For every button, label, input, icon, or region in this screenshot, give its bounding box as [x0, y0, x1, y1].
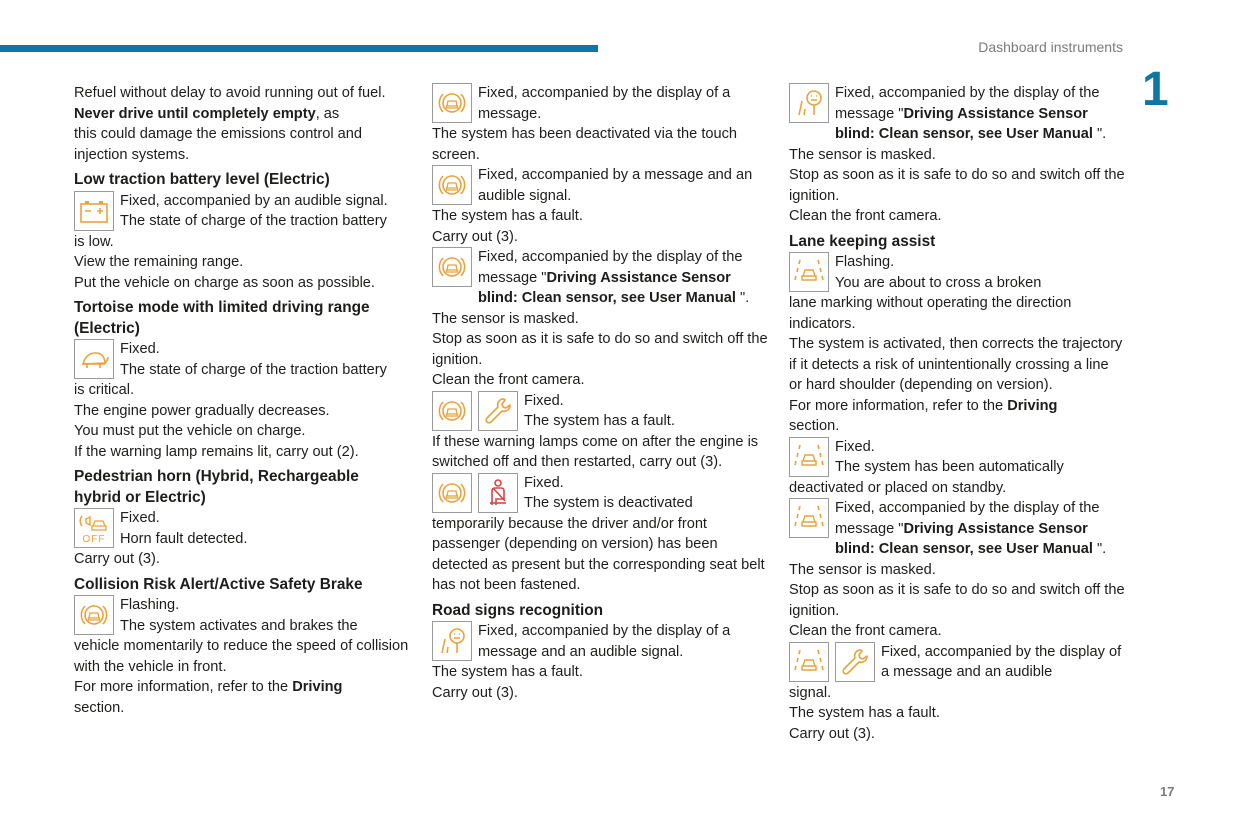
- collision-heading: Collision Risk Alert/Active Safety Brake: [74, 575, 363, 593]
- column-1: [74, 83, 410, 718]
- section-title: Dashboard instruments: [978, 39, 1123, 55]
- collision-wrench-block: [432, 391, 768, 432]
- lane-standby-block: [789, 437, 1125, 478]
- collision-alert-icon: [432, 391, 472, 431]
- collision-text-4: For more information, refer to the Driving: [74, 679, 343, 695]
- page-number: 17: [1160, 784, 1175, 799]
- collision-alert-icon: [432, 83, 472, 123]
- battery-text-1: Fixed, accompanied by an audible signal.: [120, 192, 388, 209]
- tortoise-warning-block: [74, 339, 410, 380]
- lane-text-2: You are about to cross a broken: [835, 274, 1042, 291]
- c3b3-text-2: The sensor is masked.: [789, 561, 936, 578]
- collision-alert-icon: [432, 473, 472, 513]
- fuel-text-3: this could damage the emissions control and injection systems.: [74, 126, 362, 163]
- collision-text-3: vehicle momentarily to reduce the speed of collision with the vehicle in front.: [74, 638, 409, 675]
- c2b3-text-3: Stop as soon as it is safe to do so and switch off the ignition.: [432, 331, 768, 368]
- c3b4-text-1: Fixed, accompanied by the display of a message and an audible: [881, 643, 1122, 680]
- tortoise-icon: [74, 339, 114, 379]
- c2b4-text-1: Fixed.: [524, 392, 564, 409]
- roadsigns-heading: Road signs recognition: [432, 601, 604, 619]
- c3b1-text-2: The sensor is masked.: [789, 146, 936, 163]
- column-3: [789, 83, 1125, 744]
- c3b2-text-2: The system has been automatically: [835, 459, 1064, 475]
- roadsigns-text-1: Fixed, accompanied by the display of a message and an audible signal.: [478, 623, 731, 660]
- c2b2-text-2: The system has a fault.: [432, 208, 583, 224]
- battery-text-3: is low.: [74, 233, 114, 250]
- collision-text-2: The system activates and brakes the: [120, 617, 358, 634]
- lane-text-3: lane marking without operating the direction indicators.: [789, 295, 1072, 332]
- wrench-icon: [478, 391, 518, 431]
- collision-warning-block: [74, 595, 410, 636]
- lane-text-5: For more information, refer to the Driving: [789, 397, 1058, 414]
- horn-warning-block: [74, 508, 410, 549]
- collision-deactivated-block: [432, 83, 768, 124]
- collision-alert-icon: [432, 247, 472, 287]
- lane-keeping-icon: [789, 498, 829, 538]
- lane-keeping-icon: [789, 642, 829, 682]
- horn-text-3: Carry out (3).: [74, 551, 160, 567]
- tortoise-text-3: is critical.: [74, 382, 134, 398]
- horn-off-label: OFF: [82, 533, 106, 545]
- collision-seatbelt-block: [432, 473, 768, 514]
- battery-text-5: Put the vehicle on charge as soon as possible.: [74, 274, 375, 291]
- c2b2-text-3: Carry out (3).: [432, 228, 518, 245]
- roadsign-sensor-block: [789, 83, 1125, 145]
- horn-text-1: Fixed.: [120, 510, 160, 526]
- c2b4-text-3: If these warning lamps come on after the engine is switched off and then restarted, carry out (3).: [432, 433, 759, 470]
- c3b4-text-2: signal.: [789, 684, 832, 701]
- battery-icon: [74, 191, 114, 231]
- seatbelt-icon: [478, 473, 518, 513]
- lane-heading: Lane keeping assist: [789, 232, 936, 250]
- battery-text-2: The state of charge of the traction battery: [120, 213, 387, 229]
- collision-fault-block: [432, 165, 768, 206]
- column-2: [432, 83, 768, 703]
- c3b4-text-3: The system has a fault.: [789, 705, 940, 721]
- c2b3-text-1: Fixed, accompanied by the display of the message "Driving Assistance Sensor blind: Clean sensor, see User Manual ".: [478, 249, 750, 306]
- collision-alert-icon: [74, 595, 114, 635]
- c2b4-text-2: The system has a fault.: [524, 413, 675, 429]
- c3b3-text-4: Clean the front camera.: [789, 623, 942, 639]
- c3b1-text-1: Fixed, accompanied by the display of the message "Driving Assistance Sensor blind: Clean sensor, see User Manual ".: [835, 85, 1107, 142]
- fuel-text-1: Refuel without delay to avoid running out of fuel.: [74, 85, 386, 101]
- c2b5-text-1: Fixed.: [524, 474, 564, 491]
- c3b4-text-4: Carry out (3).: [789, 725, 875, 742]
- c3b1-text-3: Stop as soon as it is safe to do so and switch off the ignition.: [789, 167, 1125, 204]
- horn-text-2: Horn fault detected.: [120, 530, 248, 547]
- lane-sensor-block: [789, 498, 1125, 560]
- tortoise-text-5: You must put the vehicle on charge.: [74, 423, 306, 439]
- collision-text-5: section.: [74, 699, 125, 716]
- lane-flashing-block: [789, 252, 1125, 293]
- c3b2-text-3: deactivated or placed on standby.: [789, 479, 1007, 496]
- fuel-text-2: Never drive until completely empty, as: [74, 105, 340, 122]
- roadsigns-text-2: The system has a fault.: [432, 664, 583, 680]
- collision-alert-icon: [432, 165, 472, 205]
- c2b5-text-2: The system is deactivated: [524, 495, 693, 511]
- c2b5-text-3: temporarily because the driver and/or front passenger (depending on version) has been detected as present but the corresponding seat belt has not been fastened.: [432, 515, 765, 593]
- tortoise-text-1: Fixed.: [120, 341, 160, 357]
- c2b1-text-2: The system has been deactivated via the touch screen.: [432, 126, 738, 163]
- battery-heading: Low traction battery level (Electric): [74, 171, 330, 188]
- battery-text-4: View the remaining range.: [74, 254, 244, 270]
- c3b2-text-1: Fixed.: [835, 438, 875, 455]
- c2b2-text-1: Fixed, accompanied by a message and an audible signal.: [478, 167, 753, 204]
- collision-sensor-block: [432, 247, 768, 309]
- lane-keeping-icon: [789, 252, 829, 292]
- tortoise-heading: Tortoise mode with limited driving range (Electric): [74, 299, 370, 337]
- c2b1-text-1: Fixed, accompanied by the display of a message.: [478, 85, 731, 122]
- roadsigns-block: [432, 621, 768, 662]
- lane-wrench-block: [789, 642, 1125, 683]
- collision-text-1: Flashing.: [120, 597, 180, 613]
- c3b3-text-1: Fixed, accompanied by the display of the message "Driving Assistance Sensor blind: Clean sensor, see User Manual ".: [835, 500, 1107, 557]
- road-sign-recognition-icon: [789, 83, 829, 123]
- roadsigns-text-3: Carry out (3).: [432, 684, 518, 701]
- lane-keeping-icon: [789, 437, 829, 477]
- tortoise-text-2: The state of charge of the traction battery: [120, 361, 387, 378]
- lane-text-6: section.: [789, 418, 840, 434]
- pedestrian-horn-off-icon: [74, 508, 114, 548]
- horn-heading: Pedestrian horn (Hybrid, Rechargeable hybrid or Electric): [74, 468, 359, 506]
- c3b3-text-3: Stop as soon as it is safe to do so and switch off the ignition.: [789, 582, 1125, 619]
- tortoise-text-6: If the warning lamp remains lit, carry out (2).: [74, 443, 359, 460]
- road-sign-recognition-icon: [432, 621, 472, 661]
- wrench-icon: [835, 642, 875, 682]
- c2b3-text-4: Clean the front camera.: [432, 372, 585, 388]
- tortoise-text-4: The engine power gradually decreases.: [74, 402, 330, 419]
- lane-text-1: Flashing.: [835, 254, 895, 270]
- battery-warning-block: [74, 191, 410, 232]
- chapter-number: 1: [1142, 63, 1169, 116]
- lane-text-4: The system is activated, then corrects the trajectory if it detects a risk of unintentionally crossing a line or hard shoulder (depending on version).: [789, 336, 1123, 393]
- c3b1-text-4: Clean the front camera.: [789, 208, 942, 224]
- header-accent-bar: [0, 45, 598, 52]
- c2b3-text-2: The sensor is masked.: [432, 310, 579, 327]
